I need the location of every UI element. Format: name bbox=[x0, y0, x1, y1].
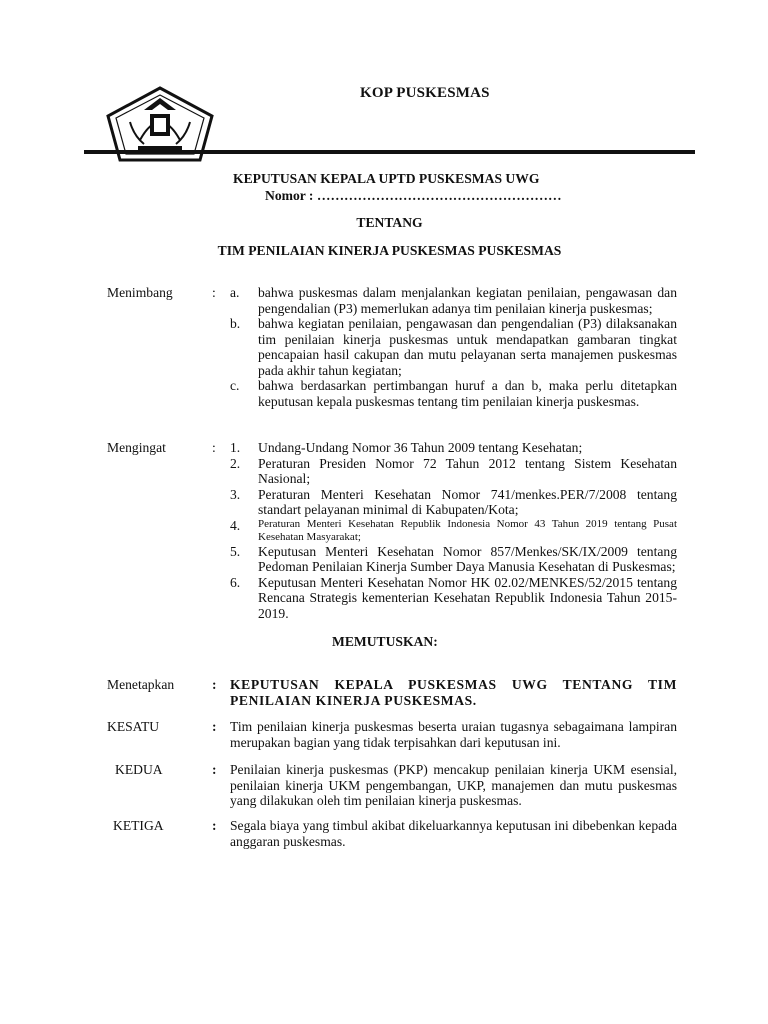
kesatu-text: Tim penilaian kinerja puskesmas beserta uraian tugasnya sebagaimana lampiran merupakan bagian yang tidak terpisahkan dari keputusan ini. bbox=[230, 719, 677, 750]
decree-number: Nomor : ……………………………………………… bbox=[265, 188, 562, 203]
list-item bbox=[230, 544, 677, 575]
ketiga-colon: : bbox=[212, 818, 217, 833]
decree-title: KEPUTUSAN KEPALA UPTD PUSKESMAS UWG bbox=[233, 171, 540, 186]
list-text: Keputusan Menteri Kesehatan Nomor HK 02.02/MENKES/52/2015 tentang Rencana Strategis kementerian Kesehatan Republik Indonesia Tahun 2015-2019. bbox=[258, 574, 677, 621]
menetapkan-text: KEPUTUSAN KEPALA PUSKESMAS UWG TENTANG TIM PENILAIAN KINERJA PUSKESMAS. bbox=[230, 677, 677, 708]
list-text: Keputusan Menteri Kesehatan Nomor 857/Menkes/SK/IX/2009 tentang Pedoman Penilaian Kinerja Sumber Daya Manusia Kesehatan di Puskesmas; bbox=[258, 543, 677, 574]
menetapkan-label: Menetapkan bbox=[107, 677, 175, 692]
list-text: Peraturan Presiden Nomor 72 Tahun 2012 tentang Sistem Kesehatan Nasional; bbox=[258, 455, 677, 486]
list-marker: 2. bbox=[230, 455, 241, 471]
kesatu-label: KESATU bbox=[107, 719, 160, 734]
list-marker: c. bbox=[230, 378, 240, 393]
kesatu-colon: : bbox=[212, 719, 217, 734]
menimbang-list bbox=[230, 285, 677, 409]
list-marker: a. bbox=[230, 285, 240, 300]
kedua-label: KEDUA bbox=[115, 762, 163, 777]
menetapkan-colon: : bbox=[212, 677, 217, 692]
list-item bbox=[230, 456, 677, 487]
list-marker: 4. bbox=[230, 517, 241, 533]
list-text: Peraturan Menteri Kesehatan Republik Indonesia Nomor 43 Tahun 2019 tentang Pusat Kesehatan Masyarakat; bbox=[258, 517, 677, 543]
list-marker: 3. bbox=[230, 486, 241, 502]
list-item bbox=[230, 518, 677, 544]
list-marker: b. bbox=[230, 316, 241, 331]
list-item bbox=[230, 285, 677, 316]
kedua-text: Penilaian kinerja puskesmas (PKP) mencakup penilaian kinerja UKM esensial, penilaian kinerja UKM pengembangan, UKP, manajemen dan mutu puskesmas yang dilakukan oleh tim penilaian kinerja puskesmas. bbox=[230, 762, 677, 808]
ketiga-label: KETIGA bbox=[113, 818, 164, 833]
list-item bbox=[230, 378, 677, 409]
letterhead-divider bbox=[84, 150, 695, 154]
list-text: bahwa puskesmas dalam menjalankan kegiatan penilaian, pengawasan dan pengendalian (P3) memerlukan adanya tim penilaian kinerja puskesmas; bbox=[258, 285, 677, 316]
mengingat-colon: : bbox=[212, 440, 216, 455]
memutuskan-heading: MEMUTUSKAN: bbox=[332, 634, 438, 649]
list-text: Undang-Undang Nomor 36 Tahun 2009 tentang Kesehatan; bbox=[258, 440, 583, 455]
letterhead-title: KOP PUSKESMAS bbox=[360, 85, 490, 101]
tentang-heading: TENTANG bbox=[356, 215, 423, 230]
menimbang-label: Menimbang bbox=[107, 285, 173, 300]
kedua-colon: : bbox=[212, 762, 217, 777]
decree-subject: TIM PENILAIAN KINERJA PUSKESMAS PUSKESMAS bbox=[217, 243, 562, 258]
list-marker: 1. bbox=[230, 440, 241, 455]
list-marker: 5. bbox=[230, 543, 241, 559]
list-text: bahwa berdasarkan pertimbangan huruf a dan b, maka perlu ditetapkan keputusan kepala puskesmas tentang tim penilaian kinerja puskesmas. bbox=[258, 378, 677, 409]
list-item bbox=[230, 316, 677, 378]
list-marker: 6. bbox=[230, 574, 241, 590]
ketiga-text: Segala biaya yang timbul akibat dikeluarkannya keputusan ini dibebenkan kepada anggaran puskesmas. bbox=[230, 818, 677, 849]
menimbang-colon: : bbox=[212, 285, 216, 300]
mengingat-label: Mengingat bbox=[107, 440, 166, 455]
mengingat-list bbox=[230, 440, 677, 621]
list-item bbox=[230, 575, 677, 622]
list-item bbox=[230, 440, 677, 456]
list-text: bahwa kegiatan penilaian, pengawasan dan pengendalian (P3) dilaksanakan tim penilaian kinerja puskesmas untuk mendapatkan gambaran tingkat pencapaian hasil cakupan dan mutu pelayanan serta manajemen puskesmas pada akhir tahun kegiatan; bbox=[258, 316, 677, 378]
list-text: Peraturan Menteri Kesehatan Nomor 741/menkes.PER/7/2008 tentang standart pelayanan minimal di Kabupaten/Kota; bbox=[258, 486, 677, 517]
list-item bbox=[230, 487, 677, 518]
